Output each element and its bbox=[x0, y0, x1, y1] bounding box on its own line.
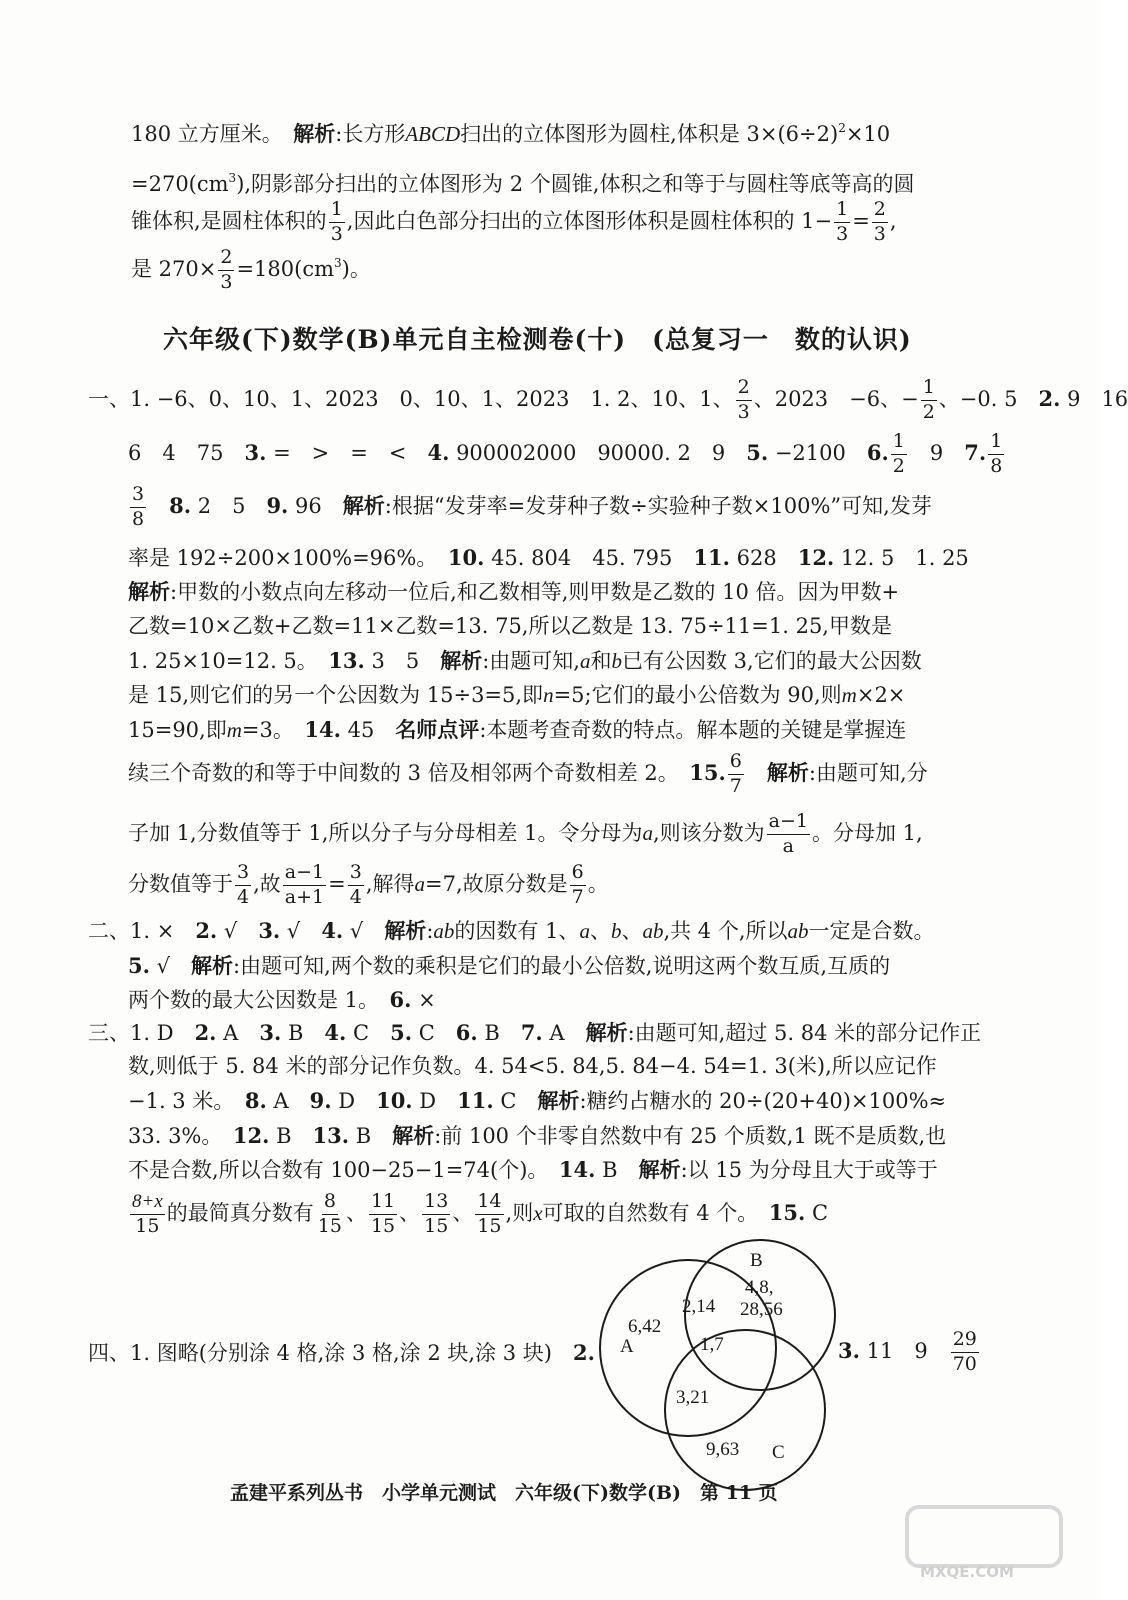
para-line-2: $=270(cm^3)$,阴影部分扫出的立体图形为 2 个圆锥,体积之和等于与圆柱等底等高的圆 bbox=[131, 171, 915, 196]
region-only-c: 9,63 bbox=[706, 1439, 740, 1460]
page-footer: 孟建平系列丛书 小学单元测试 六年级(下)数学(B) 第 11 页 bbox=[230, 1482, 778, 1504]
s3-line-1: 三、1. D 2. A 3. B 4. C 5. C 6. B 7. A 解析:由题可知,超过 5. 84 米的部分记作正 bbox=[88, 1020, 982, 1045]
s1-line-8: 是 15,则它们的另一个公因数为 15÷3=5,即n=5;它们的最小公倍数为 90,则m×2× bbox=[128, 683, 906, 707]
s1-line-1: 一、1. −6、0、10、1、2023 0、10、1、2023 1. 2、10、1、 $\frac{2}{3}$ 、2023 −6、− $\frac{1}{2}$ 、−0. 5 2. 9 16 bbox=[88, 376, 1128, 423]
s3-line-6: $\frac{8+x}{15}$ 的最简真分数有 $\frac{8}{15}$ 、 $\frac{11}{15}$ 、 $\frac{13}{15}$ 、 $\frac{14}{15}$ ,则x可取的自然数有 4 个。 15. C bbox=[132, 1190, 829, 1237]
s3-line-4: 33. 3%。 12. B 13. B 解析:前 100 个非零自然数中有 25 个质数,1 既不是质数,也 bbox=[128, 1123, 947, 1148]
venn-diagram bbox=[590, 1240, 910, 1490]
s1-line-5: 解析:甲数的小数点向左移动一位后,和乙数相等,则甲数是乙数的 10 倍。因为甲数+ bbox=[128, 579, 900, 604]
s4-line-1: 四、1. 图略(分别涂 4 格,涂 3 格,涂 2 块,涂 3 块) 2. bbox=[88, 1340, 595, 1365]
s3-line-5: 不是合数,所以合数有 100−25−1=74(个)。 14. B 解析:以 15 为分母且大于或等于 bbox=[128, 1157, 938, 1182]
s1-line-12: 分数值等于 $\frac{3}{4}$ ,故 $\frac{a-1}{a+1}$ = $\frac{3}{4}$ ,解得a=7,故原分数是 $\frac{6}{7}$ 。 bbox=[128, 861, 609, 908]
region-a-c: 3,21 bbox=[676, 1387, 710, 1408]
region-only-b-2: 28,56 bbox=[740, 1299, 783, 1320]
para-line-4: 是 270× $\frac{2}{3}$ $=180(cm^3)$。 bbox=[131, 246, 371, 293]
para-line-1: 180 立方厘米。 解析:长方形ABCD扫出的立体图形为圆柱,体积是 $3\times(6\div 2)^2\times 10$ bbox=[131, 121, 891, 146]
label-b: B bbox=[750, 1250, 763, 1271]
watermark bbox=[900, 1505, 1070, 1580]
para-line-3: 锥体积,是圆柱体积的 $\frac{1}{3}$ ,因此白色部分扫出的立体图形体积是圆柱体积的 1− $\frac{1}{3}$ = $\frac{2}{3}$ , bbox=[131, 198, 897, 245]
watermark-text: MXQE.COM bbox=[920, 1563, 1014, 1581]
region-only-b-1: 4,8, bbox=[745, 1277, 774, 1298]
s1-line-4: 率是 192÷200×100%=96%。 10. 45. 804 45. 795 11. 628 12. 12. 5 1. 25 bbox=[128, 545, 969, 570]
s1-line-9: 15=90,即m=3。 14. 45 名师点评:本题考查奇数的特点。解本题的关键是掌握连 bbox=[128, 717, 907, 742]
s2-line-2: 5. √ 解析:由题可知,两个数的乘积是它们的最小公倍数,说明这两个数互质,互质的 bbox=[128, 953, 891, 978]
label-c: C bbox=[772, 1442, 785, 1463]
region-a-b: 2,14 bbox=[682, 1296, 716, 1317]
s1-line-10: 续三个奇数的和等于中间数的 3 倍及相邻两个奇数相差 2。 15. $\frac{6}{7}$ 解析:由题可知,分 bbox=[128, 750, 928, 797]
s1-line-6: 乙数=10×乙数+乙数=11×乙数=13. 75,所以乙数是 13. 75÷11=1. 25,甲数是 bbox=[128, 614, 892, 638]
s1-line-11: 子加 1,分数值等于 1,所以分子与分母相差 1。令分母为a,则该分数为 $\frac{a-1}{a}$ 。分母加 1, bbox=[128, 810, 923, 857]
region-a-b-c: 1,7 bbox=[700, 1334, 724, 1355]
s1-line-7: 1. 25×10=12. 5。 13. 3 5 解析:由题可知,a和b已有公因数 3,它们的最大公因数 bbox=[128, 648, 922, 673]
circle-c bbox=[665, 1330, 825, 1490]
s2-line-1: 二、1. × 2. √ 3. √ 4. √ 解析:ab的因数有 1、a、b、ab,共 4 个,所以ab一定是合数。 bbox=[88, 918, 935, 943]
s2-line-3: 两个数的最大公因数是 1。 6. × bbox=[128, 987, 436, 1012]
label-a: A bbox=[620, 1336, 634, 1357]
s1-line-3: $\frac{3}{8}$ 8. 2 5 9. 96 解析:根据“发芽率=发芽种子数÷实验种子数×100%”可知,发芽 bbox=[132, 483, 932, 530]
s1-line-2: 6 4 75 3. = > = < 4. 900002000 90000. 2 9 5. −2100 6. $\frac{1}{2}$ 9 7. $\frac{1}{8}$ bbox=[128, 430, 1003, 477]
s3-line-2: 数,则低于 5. 84 米的部分记作负数。4. 54<5. 84,5. 84−4. 54=1. 3(米),所以应记作 bbox=[128, 1054, 937, 1078]
section-title: 六年级(下)数学(B)单元自主检测卷(十) (总复习一 数的认识) bbox=[163, 325, 912, 354]
s3-line-3: −1. 3 米。 8. A 9. D 10. D 11. C 解析:糖约占糖水的 20÷(20+40)×100%≈ bbox=[128, 1088, 947, 1113]
watermark-logo bbox=[905, 1505, 1063, 1568]
s4-answer-3: 3. 11 9 $\frac{29}{70}$ bbox=[838, 1328, 977, 1375]
region-only-a: 6,42 bbox=[628, 1316, 662, 1337]
